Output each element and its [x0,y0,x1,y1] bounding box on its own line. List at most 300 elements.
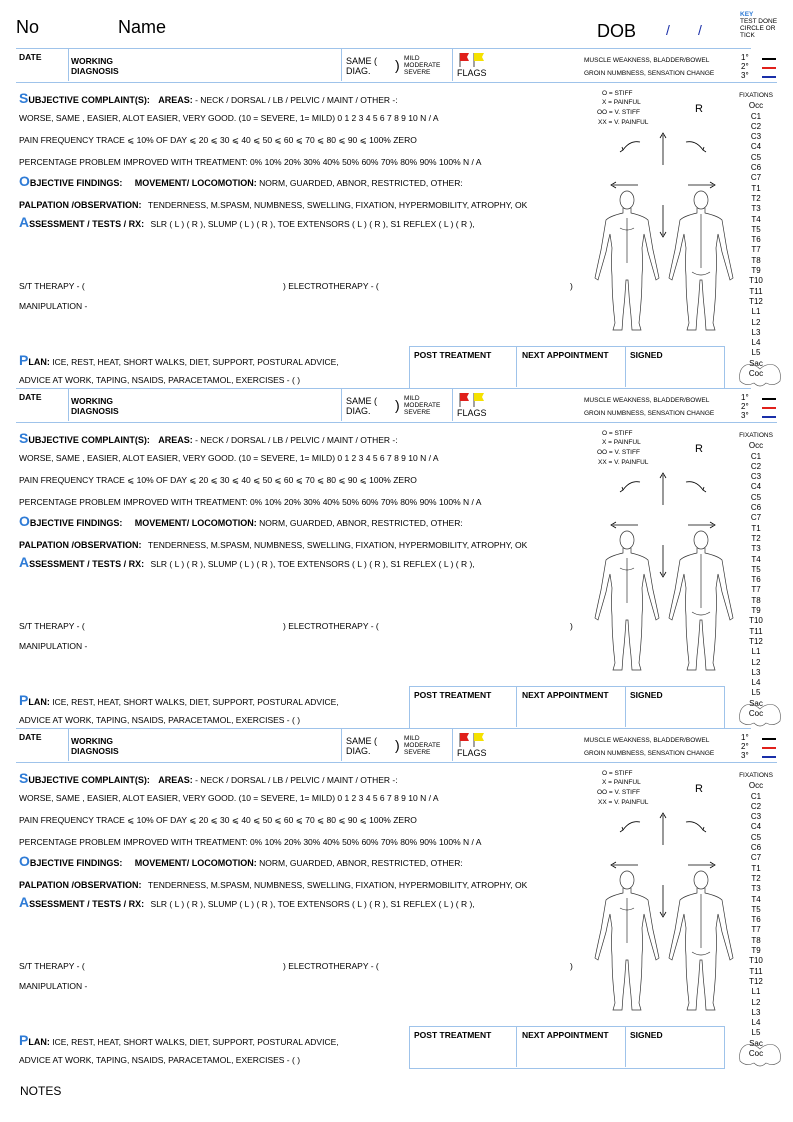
fixation-level[interactable]: T9 [751,606,761,616]
fixation-level[interactable]: Sac [749,1038,763,1048]
percentage-improved-line[interactable]: PERCENTAGE PROBLEM IMPROVED WITH TREATMENT: 0% 10% 20% 30% 40% 50% 60% 70% 80% 90% 100% N / A [19,837,482,847]
fixation-level[interactable]: C5 [750,152,762,162]
section-top-rule [16,388,751,389]
grade-1-label: 1° [741,393,749,402]
fixation-level[interactable]: L3 [751,1007,761,1017]
fixation-level[interactable]: T11 [749,286,763,296]
areas-label: AREAS: [158,435,193,445]
percentage-improved-line[interactable]: PERCENTAGE PROBLEM IMPROVED WITH TREATMENT: 0% 10% 20% 30% 40% 50% 60% 70% 80% 90% 100% N / A [19,157,482,167]
body-front-outline-icon [592,868,662,1013]
objective-title: BJECTIVE FINDINGS: [29,178,123,188]
palpation-line [19,880,527,890]
fixation-level[interactable]: Occ [748,781,764,791]
body-back-outline-icon [666,868,736,1013]
fixation-levels [731,101,781,379]
red-flag-groin-sensation[interactable]: GROIN NUMBNESS, SENSATION CHANGE [584,410,715,417]
severity-moderate[interactable]: MODERATE [404,62,441,69]
grade-1-line [762,398,776,400]
fixation-level[interactable]: T9 [751,946,761,956]
assessment-title: SSESSMENT / TESTS / RX: [29,219,145,229]
diagnosis-label[interactable]: DIAGNOSIS [71,66,119,76]
areas-options[interactable]: - NECK / DORSAL / LB / PELVIC / MAINT / OTHER -: [195,95,398,105]
subjective-title: UBJECTIVE COMPLAINT(S): [28,95,150,105]
fixation-level[interactable]: L4 [751,338,761,348]
fixation-level[interactable]: C7 [750,853,762,863]
worse-scale-line[interactable]: WORSE, SAME , EASIER, ALOT EASIER, VERY GOOD. (10 = SEVERE, 1= MILD) 0 1 2 3 4 5 6 7 8 9 10 N / A [19,113,439,123]
grade-2-line [762,747,776,749]
divider [516,686,517,727]
dob-separator: / [698,22,702,38]
diag-label: DIAG. [346,406,371,416]
divider [341,48,342,81]
legend-stiff: O = STIFF [602,430,633,437]
legend-painful: X = PAINFUL [602,99,641,106]
severity-moderate[interactable]: MODERATE [404,402,441,409]
assessment-title: SSESSMENT / TESTS / RX: [29,899,145,909]
body-front-outline-icon [592,528,662,673]
paren-close: ) [395,737,400,753]
fixation-level[interactable]: L1 [751,647,761,657]
consultation-section [0,388,793,729]
fixation-level[interactable]: T8 [751,935,761,945]
objective-heading [19,853,463,869]
legend-very-painful: XX = V. PAINFUL [598,799,649,806]
consultation-section [0,48,793,389]
subjective-heading [19,770,398,786]
body-back-outline-icon [666,528,736,673]
fixation-level[interactable]: L3 [751,327,761,337]
fixation-level[interactable]: C4 [750,822,762,832]
plan-options-2[interactable]: ADVICE AT WORK, TAPING, NSAIDS, PARACETAMOL, EXERCISES - ( ) [19,375,301,385]
fixation-level[interactable]: T1 [751,183,761,193]
objective-title: BJECTIVE FINDINGS: [29,858,123,868]
plan-options-1[interactable]: ICE, REST, HEAT, SHORT WALKS, DIET, SUPPORT, POSTURAL ADVICE, [52,697,339,707]
severity-severe[interactable]: SEVERE [404,409,431,416]
legend-painful: X = PAINFUL [602,779,641,786]
fixation-level[interactable]: T3 [751,884,761,894]
fixation-level[interactable]: T4 [751,894,761,904]
electrotherapy-close: ) [570,281,573,291]
fixation-level[interactable]: L2 [751,317,761,327]
subjective-heading [19,430,398,446]
objective-initial: O [19,853,30,869]
key-title: KEY [740,11,754,18]
fixation-level[interactable]: L2 [751,997,761,1007]
right-side-label: R [695,443,703,455]
yellow-flag-icon [473,393,487,407]
severity-mild[interactable]: MILD [404,735,420,742]
plan-options-2[interactable]: ADVICE AT WORK, TAPING, NSAIDS, PARACETAMOL, EXERCISES - ( ) [19,1055,301,1065]
fixation-level[interactable]: T10 [749,276,763,286]
divider [68,48,69,81]
working-label: WORKING [71,736,114,746]
severity-mild[interactable]: MILD [404,55,420,62]
fixations-list [731,771,781,1059]
legend-painful: X = PAINFUL [602,439,641,446]
st-therapy-label[interactable]: S/T THERAPY - ( [19,621,85,631]
key-line: CIRCLE OR [740,25,776,32]
fixations-title: FIXATIONS [739,92,773,99]
electrotherapy-close: ) [570,961,573,971]
plan-title: LAN: [28,697,50,707]
areas-label: AREAS: [158,775,193,785]
fixation-level[interactable]: C6 [750,843,762,853]
fixation-level[interactable]: Occ [748,101,764,111]
grade-3-label: 3° [741,411,749,420]
palpation-line [19,540,527,550]
palpation-label: PALPATION /OBSERVATION: [19,540,142,550]
pelvis-icon [736,1041,784,1069]
working-label: WORKING [71,56,114,66]
movement-label: MOVEMENT/ LOCOMOTION: [134,518,257,528]
fixation-level[interactable]: L2 [751,657,761,667]
fixation-level[interactable]: L4 [751,1018,761,1028]
legend-very-stiff: OO = V. STIFF [597,789,640,796]
subjective-heading [19,90,398,106]
palpation-label: PALPATION /OBSERVATION: [19,200,142,210]
fixation-level[interactable]: C2 [750,801,762,811]
grade-3-line [762,416,776,418]
manipulation-label[interactable]: MANIPULATION - [19,641,88,651]
header-rule [16,762,777,763]
grade-2-line [762,407,776,409]
fixation-level[interactable]: T4 [751,554,761,564]
fixation-level[interactable]: T9 [751,266,761,276]
patient-name-label: Name [118,17,167,37]
fixation-level[interactable]: C2 [750,461,762,471]
fixation-level[interactable]: Coc [748,369,764,379]
fixation-level[interactable]: C1 [750,451,762,461]
fixation-level[interactable]: L1 [751,987,761,997]
plan-heading [19,1032,339,1048]
worse-scale-line[interactable]: WORSE, SAME , EASIER, ALOT EASIER, VERY GOOD. (10 = SEVERE, 1= MILD) 0 1 2 3 4 5 6 7 8 9 10 N / A [19,453,439,463]
fixation-level[interactable]: T11 [749,966,763,976]
fixation-level[interactable]: C6 [750,503,762,513]
fixation-level[interactable]: T7 [751,585,761,595]
assessment-title: SSESSMENT / TESTS / RX: [29,559,145,569]
fixation-level[interactable]: Sac [749,358,763,368]
fixation-level[interactable]: T1 [751,523,761,533]
red-flag-groin-sensation[interactable]: GROIN NUMBNESS, SENSATION CHANGE [584,70,715,77]
divider [452,388,453,421]
yellow-flag-icon [473,53,487,67]
assessment-heading [19,894,475,910]
date-label[interactable]: DATE [19,52,42,62]
movement-label: MOVEMENT/ LOCOMOTION: [134,178,257,188]
palpation-line [19,200,527,210]
movement-options[interactable]: NORM, GUARDED, ABNOR, RESTRICTED, OTHER: [259,858,463,868]
same-label[interactable]: SAME ( [346,56,378,66]
divider [341,388,342,421]
diagnosis-label[interactable]: DIAGNOSIS [71,406,119,416]
manipulation-label[interactable]: MANIPULATION - [19,301,88,311]
signed-label[interactable]: SIGNED [630,690,663,700]
flags-label[interactable]: FLAGS [457,68,487,78]
fixations-list [731,91,781,379]
movement-label: MOVEMENT/ LOCOMOTION: [134,858,257,868]
severity-mild[interactable]: MILD [404,395,420,402]
next-appointment-label[interactable]: NEXT APPOINTMENT [522,350,609,360]
manipulation-label[interactable]: MANIPULATION - [19,981,88,991]
fixation-level[interactable]: C3 [750,472,762,482]
fixation-level[interactable]: T5 [751,564,761,574]
legend-very-painful: XX = V. PAINFUL [598,119,649,126]
plan-initial: P [19,1032,29,1048]
grade-2-line [762,67,776,69]
plan-heading [19,692,339,708]
date-label[interactable]: DATE [19,392,42,402]
fixation-level[interactable]: Coc [748,1049,764,1059]
red-flag-muscle-bladder[interactable]: MUSCLE WEAKNESS, BLADDER/BOWEL [584,57,710,64]
key-legend [740,11,777,39]
next-appointment-label[interactable]: NEXT APPOINTMENT [522,690,609,700]
fixation-level[interactable]: T7 [751,925,761,935]
red-flag-muscle-bladder[interactable]: MUSCLE WEAKNESS, BLADDER/BOWEL [584,397,710,404]
plan-initial: P [19,352,29,368]
dob-label: DOB [597,21,637,41]
yellow-flag-icon [473,733,487,747]
paren-close: ) [395,397,400,413]
legend-very-stiff: OO = V. STIFF [597,109,640,116]
fixation-level[interactable]: C7 [750,173,762,183]
fixation-level[interactable]: T5 [751,224,761,234]
fixation-level[interactable]: T2 [751,533,761,543]
post-treatment-label[interactable]: POST TREATMENT [414,1030,492,1040]
fixations-list [731,431,781,719]
pain-frequency-line[interactable]: PAIN FREQUENCY TRACE ⩽ 10% OF DAY ⩽ 20 ⩽ 30 ⩽ 40 ⩽ 50 ⩽ 60 ⩽ 70 ⩽ 80 ⩽ 90 ⩽ 100% ZERO [19,475,417,485]
movement-options[interactable]: NORM, GUARDED, ABNOR, RESTRICTED, OTHER: [259,518,463,528]
notes-label: NOTES [20,1084,62,1098]
grade-1-line [762,738,776,740]
header-rule [16,422,777,423]
pain-frequency-line[interactable]: PAIN FREQUENCY TRACE ⩽ 10% OF DAY ⩽ 20 ⩽ 30 ⩽ 40 ⩽ 50 ⩽ 60 ⩽ 70 ⩽ 80 ⩽ 90 ⩽ 100% ZERO [19,135,417,145]
legend-stiff: O = STIFF [602,770,633,777]
key-line: TICK [740,32,755,39]
divider [68,388,69,421]
assessment-options[interactable]: SLR ( L ) ( R ), SLUMP ( L ) ( R ), TOE EXTENSORS ( L ) ( R ), S1 REFLEX ( L ) ( R ), [150,559,475,569]
fixation-level[interactable]: T7 [751,245,761,255]
fixation-level[interactable]: C3 [750,132,762,142]
divider [68,728,69,761]
key-line: TEST DONE [740,18,778,25]
working-label: WORKING [71,396,114,406]
movement-options[interactable]: NORM, GUARDED, ABNOR, RESTRICTED, OTHER: [259,178,463,188]
objective-initial: O [19,513,30,529]
signed-label[interactable]: SIGNED [630,350,663,360]
legend-very-stiff: OO = V. STIFF [597,449,640,456]
pain-frequency-line[interactable]: PAIN FREQUENCY TRACE ⩽ 10% OF DAY ⩽ 20 ⩽ 30 ⩽ 40 ⩽ 50 ⩽ 60 ⩽ 70 ⩽ 80 ⩽ 90 ⩽ 100% ZERO [19,815,417,825]
fixation-level[interactable]: T3 [751,204,761,214]
plan-options-1[interactable]: ICE, REST, HEAT, SHORT WALKS, DIET, SUPPORT, POSTURAL ADVICE, [52,1037,339,1047]
legend-stiff: O = STIFF [602,90,633,97]
severity-severe[interactable]: SEVERE [404,69,431,76]
fixations-title: FIXATIONS [739,772,773,779]
palpation-options[interactable]: TENDERNESS, M.SPASM, NUMBNESS, SWELLING, FIXATION, HYPERMOBILITY, ATROPHY, OK [147,200,528,210]
fixation-level[interactable]: L4 [751,678,761,688]
fixation-level[interactable]: C1 [750,791,762,801]
post-treatment-label[interactable]: POST TREATMENT [414,690,492,700]
assessment-options[interactable]: SLR ( L ) ( R ), SLUMP ( L ) ( R ), TOE EXTENSORS ( L ) ( R ), S1 REFLEX ( L ) ( R ), [150,219,475,229]
paren-close: ) [395,57,400,73]
right-side-label: R [695,783,703,795]
diag-label: DIAG. [346,746,371,756]
grade-2-label: 2° [741,402,749,411]
plan-heading [19,352,339,368]
fixation-level[interactable]: C5 [750,832,762,842]
grade-3-label: 3° [741,71,749,80]
header-rule [16,82,777,83]
grade-2-label: 2° [741,62,749,71]
fixation-level[interactable]: Occ [748,441,764,451]
st-therapy-label[interactable]: S/T THERAPY - ( [19,281,85,291]
fixation-level[interactable]: T10 [749,956,763,966]
body-front-outline-icon [592,188,662,333]
plan-title: LAN: [28,1037,50,1047]
palpation-options[interactable]: TENDERNESS, M.SPASM, NUMBNESS, SWELLING, FIXATION, HYPERMOBILITY, ATROPHY, OK [147,540,528,550]
subjective-initial: S [19,90,29,106]
grade-3-line [762,76,776,78]
objective-initial: O [19,173,30,189]
fixation-level[interactable]: T11 [749,626,763,636]
body-back-outline-icon [666,188,736,333]
diag-label: DIAG. [346,66,371,76]
divider [516,346,517,387]
fixation-level[interactable]: T6 [751,235,761,245]
areas-options[interactable]: - NECK / DORSAL / LB / PELVIC / MAINT / OTHER -: [195,775,398,785]
fixation-level[interactable]: T5 [751,904,761,914]
fixation-level[interactable]: L5 [751,1028,761,1038]
assessment-initial: A [19,214,30,230]
patient-no-label: No [16,17,40,37]
subjective-title: UBJECTIVE COMPLAINT(S): [28,435,150,445]
signed-label[interactable]: SIGNED [630,1030,663,1040]
assessment-initial: A [19,894,30,910]
worse-scale-line[interactable]: WORSE, SAME , EASIER, ALOT EASIER, VERY GOOD. (10 = SEVERE, 1= MILD) 0 1 2 3 4 5 6 7 8 9 10 N / A [19,793,439,803]
fixation-level[interactable]: C3 [750,812,762,822]
palpation-label: PALPATION /OBSERVATION: [19,880,142,890]
right-side-label: R [695,103,703,115]
objective-heading [19,513,463,529]
fixation-level[interactable]: L3 [751,667,761,677]
fixation-level[interactable]: T6 [751,575,761,585]
fixation-level[interactable]: T8 [751,255,761,265]
same-label[interactable]: SAME ( [346,736,378,746]
fixation-levels [731,781,781,1059]
palpation-options[interactable]: TENDERNESS, M.SPASM, NUMBNESS, SWELLING, FIXATION, HYPERMOBILITY, ATROPHY, OK [147,880,528,890]
fixation-level[interactable]: T12 [749,636,763,646]
fixation-level[interactable]: L1 [751,307,761,317]
assessment-heading [19,554,475,570]
fixation-level[interactable]: T12 [749,976,763,986]
consultation-section [0,728,793,1069]
grade-1-line [762,58,776,60]
subjective-initial: S [19,770,29,786]
pelvis-icon [736,701,784,729]
grade-3-line [762,756,776,758]
red-flag-muscle-bladder[interactable]: MUSCLE WEAKNESS, BLADDER/BOWEL [584,737,710,744]
divider [452,728,453,761]
electrotherapy-label[interactable]: ) ELECTROTHERAPY - ( [283,281,379,291]
next-appointment-label[interactable]: NEXT APPOINTMENT [522,1030,609,1040]
electrotherapy-label[interactable]: ) ELECTROTHERAPY - ( [283,621,379,631]
post-treatment-label[interactable]: POST TREATMENT [414,350,492,360]
fixation-level[interactable]: T12 [749,296,763,306]
assessment-initial: A [19,554,30,570]
subjective-title: UBJECTIVE COMPLAINT(S): [28,775,150,785]
flags-label[interactable]: FLAGS [457,748,487,758]
electrotherapy-label[interactable]: ) ELECTROTHERAPY - ( [283,961,379,971]
fixation-level[interactable]: T2 [751,193,761,203]
fixation-level[interactable]: Coc [748,709,764,719]
st-therapy-label[interactable]: S/T THERAPY - ( [19,961,85,971]
grade-3-label: 3° [741,751,749,760]
pelvis-icon [736,361,784,389]
fixation-level[interactable]: C5 [750,492,762,502]
grade-2-label: 2° [741,742,749,751]
assessment-heading [19,214,475,230]
fixation-level[interactable]: Sac [749,698,763,708]
fixation-level[interactable]: T3 [751,544,761,554]
divider [625,1026,626,1067]
plan-options-2[interactable]: ADVICE AT WORK, TAPING, NSAIDS, PARACETAMOL, EXERCISES - ( ) [19,715,301,725]
grade-1-label: 1° [741,733,749,742]
assessment-options[interactable]: SLR ( L ) ( R ), SLUMP ( L ) ( R ), TOE EXTENSORS ( L ) ( R ), S1 REFLEX ( L ) ( R ), [150,899,475,909]
objective-title: BJECTIVE FINDINGS: [29,518,123,528]
date-label[interactable]: DATE [19,732,42,742]
divider [625,686,626,727]
percentage-improved-line[interactable]: PERCENTAGE PROBLEM IMPROVED WITH TREATMENT: 0% 10% 20% 30% 40% 50% 60% 70% 80% 90% 100% N / A [19,497,482,507]
same-label[interactable]: SAME ( [346,396,378,406]
fixation-level[interactable]: T1 [751,863,761,873]
electrotherapy-close: ) [570,621,573,631]
divider [516,1026,517,1067]
fixations-title: FIXATIONS [739,432,773,439]
plan-initial: P [19,692,29,708]
fixation-level[interactable]: T4 [751,214,761,224]
flags-label[interactable]: FLAGS [457,408,487,418]
objective-heading [19,173,463,189]
severity-moderate[interactable]: MODERATE [404,742,441,749]
fixation-level[interactable]: T10 [749,616,763,626]
fixation-level[interactable]: T6 [751,915,761,925]
section-top-rule [16,48,751,49]
fixation-level[interactable]: L5 [751,348,761,358]
red-flag-groin-sensation[interactable]: GROIN NUMBNESS, SENSATION CHANGE [584,750,715,757]
fixation-level[interactable]: T2 [751,873,761,883]
divider [625,346,626,387]
fixation-level[interactable]: C6 [750,163,762,173]
fixation-levels [731,441,781,719]
severity-severe[interactable]: SEVERE [404,749,431,756]
diagnosis-label[interactable]: DIAGNOSIS [71,746,119,756]
fixation-level[interactable]: C1 [750,111,762,121]
fixation-level[interactable]: C4 [750,142,762,152]
fixation-level[interactable]: T8 [751,595,761,605]
dob-separator: / [666,22,670,38]
grade-1-label: 1° [741,53,749,62]
fixation-level[interactable]: C4 [750,482,762,492]
areas-options[interactable]: - NECK / DORSAL / LB / PELVIC / MAINT / OTHER -: [195,435,398,445]
fixation-level[interactable]: C7 [750,513,762,523]
subjective-initial: S [19,430,29,446]
plan-options-1[interactable]: ICE, REST, HEAT, SHORT WALKS, DIET, SUPPORT, POSTURAL ADVICE, [52,357,339,367]
areas-label: AREAS: [158,95,193,105]
plan-title: LAN: [28,357,50,367]
legend-very-painful: XX = V. PAINFUL [598,459,649,466]
divider [452,48,453,81]
fixation-level[interactable]: L5 [751,688,761,698]
fixation-level[interactable]: C2 [750,121,762,131]
